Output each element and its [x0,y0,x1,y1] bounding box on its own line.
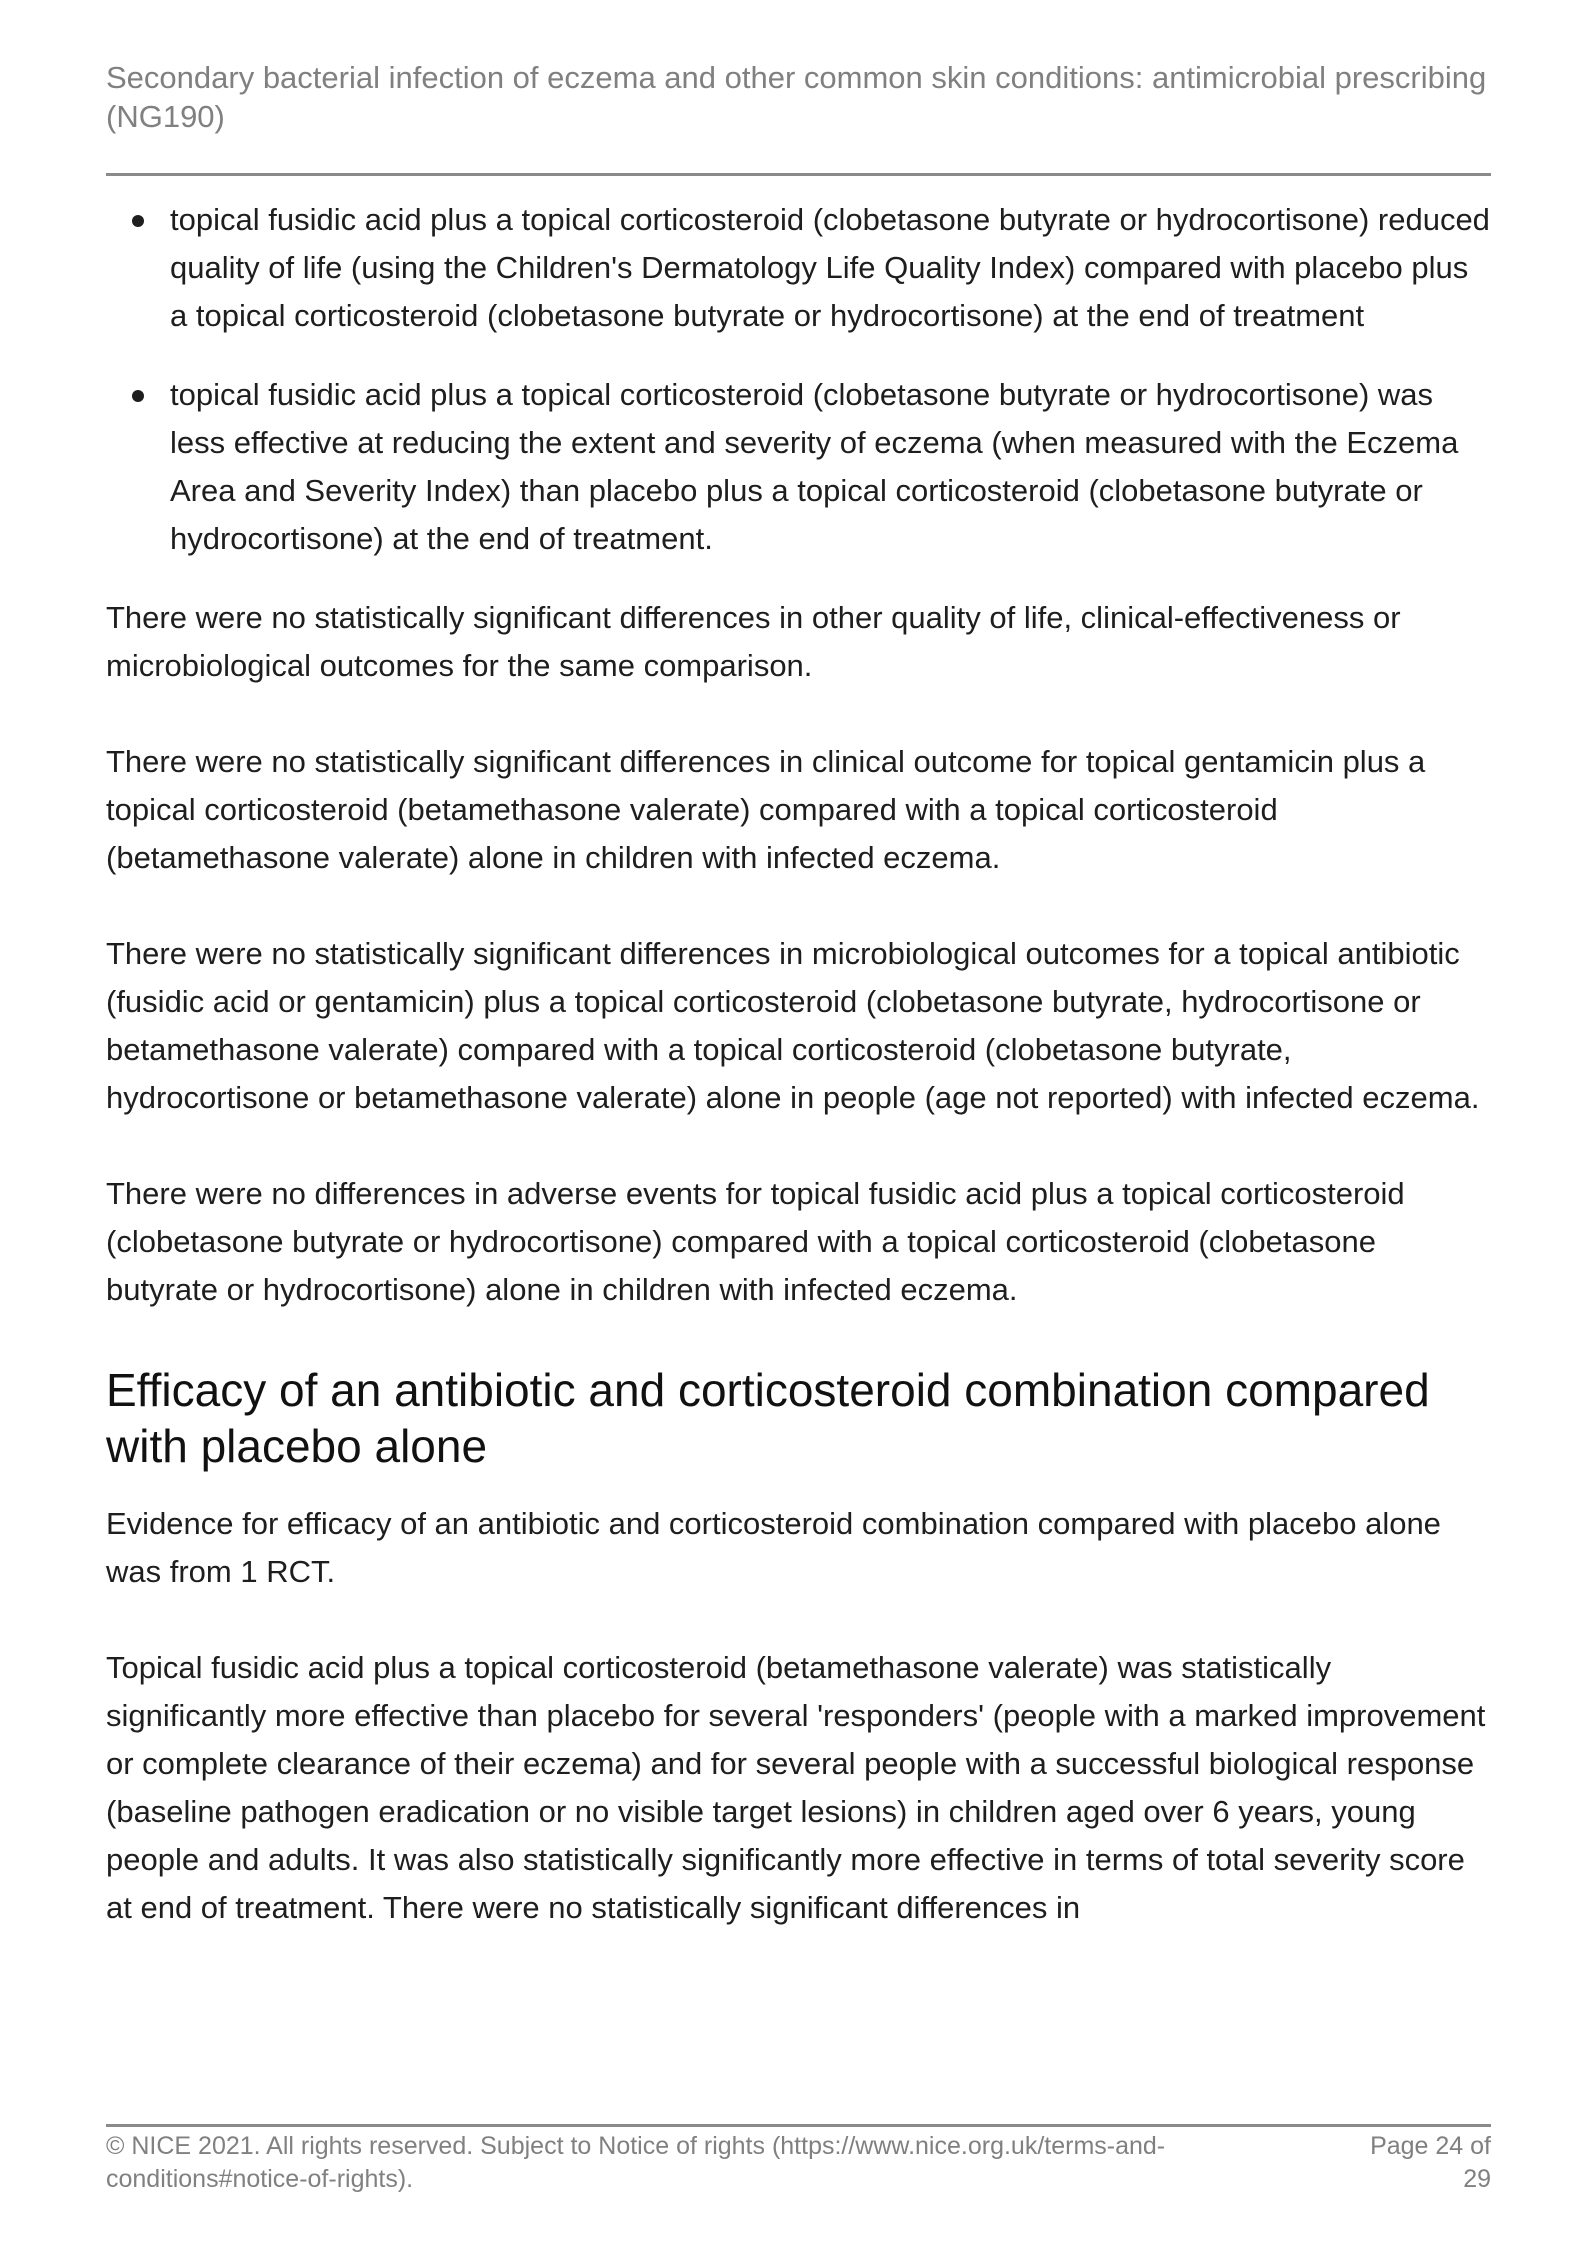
header-divider [106,173,1491,176]
outcome-bullet-list [106,196,1491,563]
body-paragraph: There were no statistically significant differences in microbiological outcomes for a topical antibiotic (fusidic acid or gentamicin) plus a topical corticosteroid (clobetasone butyrate, hydrocortisone or betamethasone valerate) compared with a topical corticosteroid (clobetasone butyrate, hydrocortisone or betamethasone valerate) alone in people (age not reported) with infected eczema. [106,936,1480,1115]
copyright-notice: © NICE 2021. All rights reserved. Subject to Notice of rights (https://www.nice.org.uk/terms-and-conditions#notice-of-rights). [106,2132,1166,2193]
section-heading: Efficacy of an antibiotic and corticosteroid combination compared with placebo alone [106,1364,1430,1472]
body-paragraph: There were no differences in adverse events for topical fusidic acid plus a topical corticosteroid (clobetasone butyrate or hydrocortisone) compared with a topical corticosteroid (clobetasone butyrate or hydrocortisone) alone in children with infected eczema. [106,1176,1405,1307]
bullet-item: topical fusidic acid plus a topical corticosteroid (clobetasone butyrate or hydrocortisone) was less effective at reducing the extent and severity of eczema (when measured with the Eczema Area and Severity Index) than placebo plus a topical corticosteroid (clobetasone butyrate or hydrocortisone) at the end of treatment. [106,371,1491,563]
document-header: Secondary bacterial infection of eczema and other common skin conditions: antimicrobial prescribing (NG190) [106,60,1487,134]
bullet-item: topical fusidic acid plus a topical corticosteroid (clobetasone butyrate or hydrocortisone) reduced quality of life (using the Children's Dermatology Life Quality Index) compared with placebo plus a topical corticosteroid (clobetasone butyrate or hydrocortisone) at the end of treatment [106,196,1491,340]
body-paragraph: There were no statistically significant differences in clinical outcome for topical gentamicin plus a topical corticosteroid (betamethasone valerate) compared with a topical corticosteroid (betamethasone valerate) alone in children with infected eczema. [106,744,1426,875]
page-number: Page 24 of 29 [1370,2132,1491,2193]
footer-divider [106,2124,1491,2127]
page-content [106,196,1491,1980]
section-paragraph: Topical fusidic acid plus a topical corticosteroid (betamethasone valerate) was statistically significantly more effective than placebo for several 'responders' (people with a marked improvement or complete clearance of their eczema) and for several people with a successful biological response (baseline pathogen eradication or no visible target lesions) in children aged over 6 years, young people and adults. It was also statistically significantly more effective in terms of total severity score at end of treatment. There were no statistically significant differences in [106,1650,1486,1925]
section-paragraph: Evidence for efficacy of an antibiotic and corticosteroid combination compared with placebo alone was from 1 RCT. [106,1506,1441,1589]
body-paragraph: There were no statistically significant differences in other quality of life, clinical-effectiveness or microbiological outcomes for the same comparison. [106,600,1401,683]
